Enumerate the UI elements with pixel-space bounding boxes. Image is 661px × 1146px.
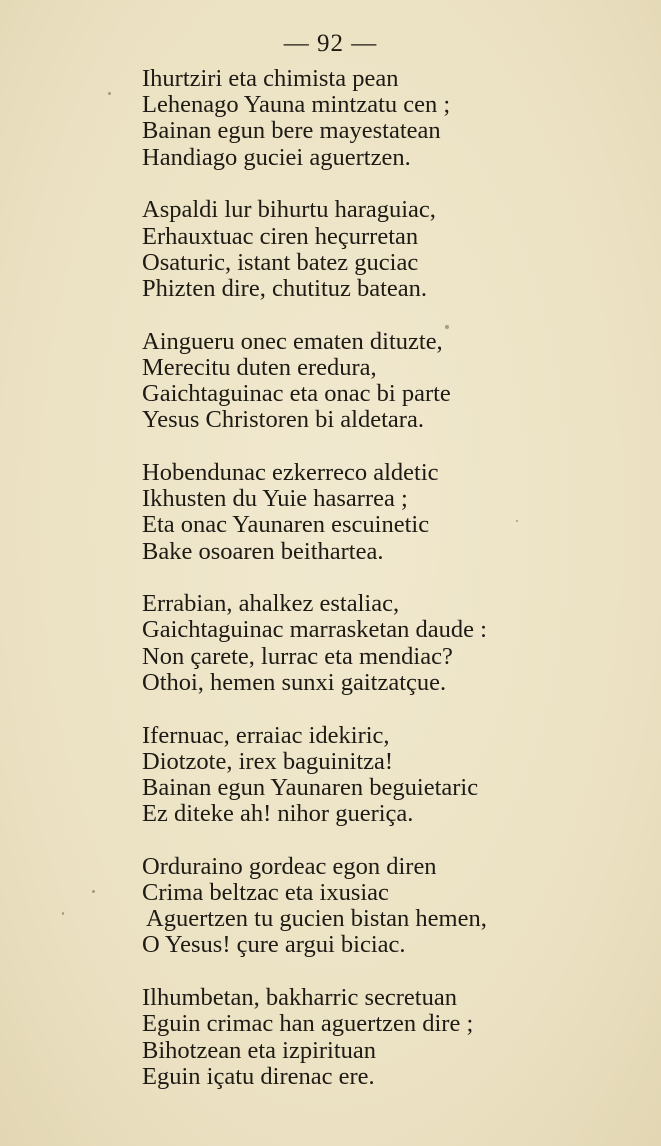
poem-line: Erhauxtuac ciren heçurretan xyxy=(142,222,419,250)
poem-line: Gaichtaguinac eta onac bi parte xyxy=(142,380,451,408)
poem-line: Orduraino gordeac egon diren xyxy=(142,852,437,880)
poem-line: Othoi, hemen sunxi gaitzatçue. xyxy=(142,668,447,696)
stanza-6 xyxy=(142,723,642,828)
poem-line: Ilhumbetan, bakharric secretuan xyxy=(142,984,457,1012)
poem-line: Bainan egun Yaunaren beguietaric xyxy=(142,773,479,801)
poem-line: Bihotzean eta izpirituan xyxy=(142,1036,377,1064)
poem-line: Phizten dire, chutituz batean. xyxy=(142,274,428,302)
stanza-8 xyxy=(142,985,642,1090)
paper-speck xyxy=(108,92,111,95)
poem-line: Gaichtaguinac marrasketan daude : xyxy=(142,616,487,644)
poem-line: Non çarete, lurrac eta mendiac? xyxy=(142,642,453,670)
poem-line: Eta onac Yaunaren escuinetic xyxy=(142,511,430,539)
poem-line: Crima beltzac eta ixusiac xyxy=(142,879,389,907)
poem-line: Hobendunac ezkerreco aldetic xyxy=(142,458,439,486)
poem-line: Bake osoaren beitharteа. xyxy=(142,537,384,565)
paper-speck xyxy=(516,520,518,522)
stanza-5 xyxy=(142,591,642,696)
poem xyxy=(142,66,642,1117)
poem-line: Osaturic, istant batez guciac xyxy=(142,248,419,276)
paper-speck xyxy=(92,890,95,893)
poem-line: Aspaldi lur bihurtu haraguiac, xyxy=(142,196,436,224)
poem-line: Lehenago Yauna mintzatu cen ; xyxy=(142,91,451,119)
paper-speck xyxy=(445,325,449,329)
poem-line: Eguin crimac han aguertzen dire ; xyxy=(142,1010,474,1038)
poem-line: Bainan egun bere mayestatean xyxy=(142,117,441,145)
poem-line: O Yesus! çure argui biciac. xyxy=(142,931,406,959)
poem-line: Yesus Christoren bi aldetara. xyxy=(142,406,424,434)
poem-line: Eguin içatu direnac ere. xyxy=(142,1062,375,1090)
poem-line: Aingueru onec ematen dituzte, xyxy=(142,327,443,355)
poem-line: Handiago guciei aguertzen. xyxy=(142,143,411,171)
poem-line: Ikhusten du Yuie hasarrea ; xyxy=(142,485,408,513)
poem-line: Errabian, ahalkez estaliac, xyxy=(142,590,400,618)
poem-line: Ez diteke ah! nihor gueriça. xyxy=(142,800,414,828)
paper-speck xyxy=(62,912,64,915)
poem-line: Diotzote, irex baguinitza! xyxy=(142,747,394,775)
poem-line: Merecitu duten eredura, xyxy=(142,353,377,381)
stanza-4 xyxy=(142,460,642,565)
poem-line: Ifernuac, erraiac idekiric, xyxy=(142,721,390,749)
stanza-7 xyxy=(142,854,642,959)
stanza-1 xyxy=(142,66,642,171)
poem-line: Ihurtziri eta chimista pean xyxy=(142,65,399,92)
stanza-3 xyxy=(142,329,642,434)
stanza-2 xyxy=(142,197,642,302)
page-number: — 92 — xyxy=(283,30,378,57)
poem-line: Aguertzen tu gucien bistan hemen, xyxy=(146,905,487,933)
